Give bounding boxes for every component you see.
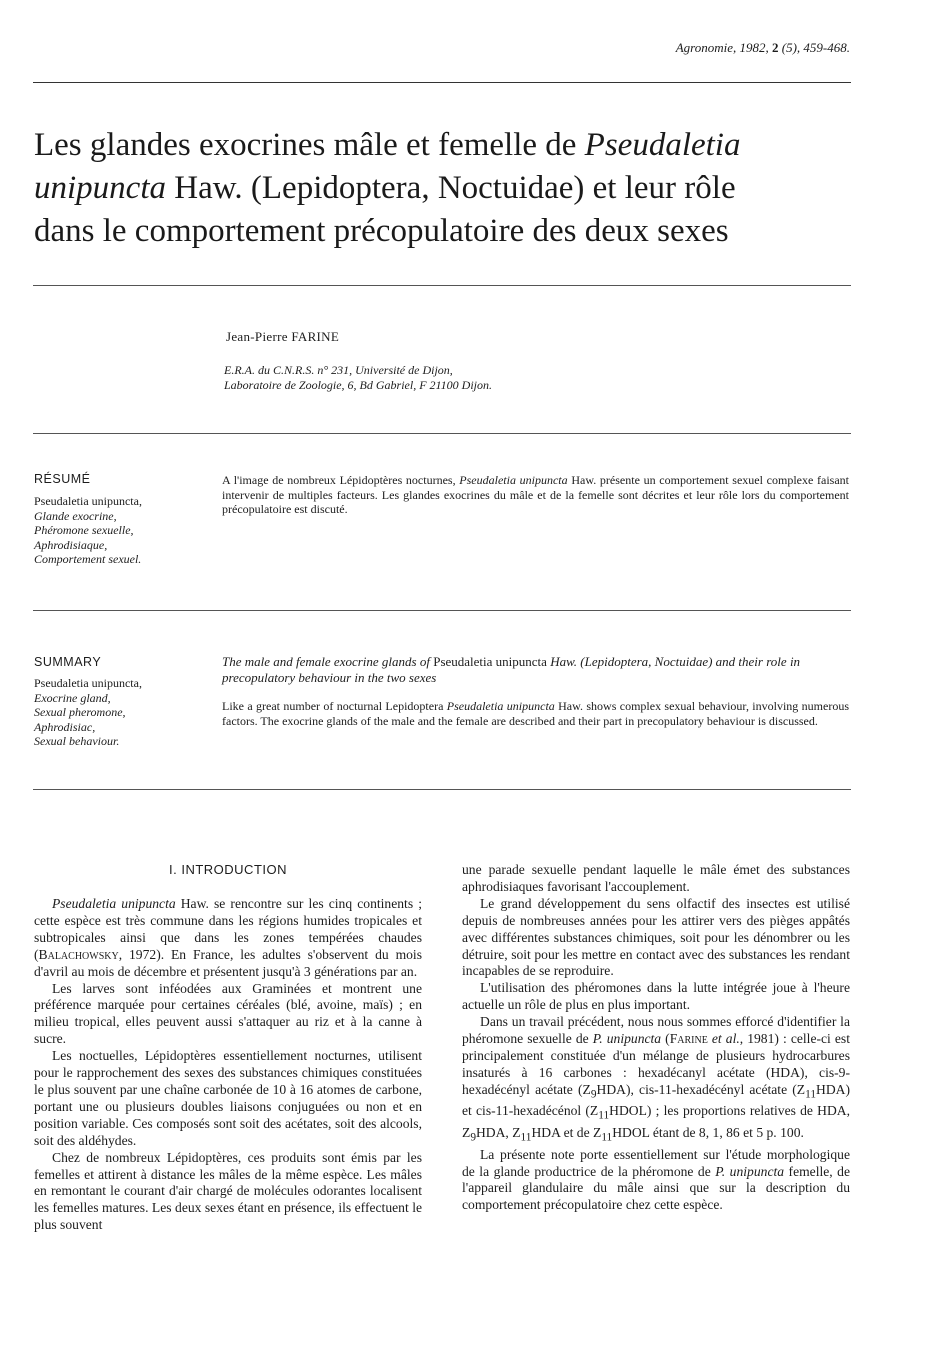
title-genus: Pseudaletia <box>584 127 741 163</box>
journal-year: 1982, <box>739 40 769 55</box>
intro-paragraph-8 <box>462 1014 850 1147</box>
r4-sub: 11 <box>520 1131 532 1144</box>
author: Jean-Pierre FARINE <box>226 329 340 344</box>
summary-keyword: Pseudaletia unipuncta, <box>34 676 142 690</box>
author-rule <box>33 433 851 434</box>
journal-issue-pages: (5), 459-468. <box>781 40 850 55</box>
intro-p1-b: , 1972). En France, les adultes s'observent du mois d'avril au mois de décembre et présentent jusqu'à 3 générations par an. <box>34 946 422 979</box>
affiliation-line1: E.R.A. du C.N.R.S. n° 231, Université de Dijon, <box>224 363 453 377</box>
summary-title-b: Haw. (Lepidoptera, Noctuidae) and their role in precopulatory behaviour in the two sexes <box>222 654 801 685</box>
right-column <box>462 862 850 1214</box>
r4-etal: et al. <box>707 1031 740 1047</box>
intro-p1-ref: Balachowsky <box>38 946 119 962</box>
resume-rule <box>33 610 851 611</box>
summary-rule <box>33 789 851 790</box>
resume-species: Pseudaletia unipuncta <box>459 473 568 487</box>
paper-title <box>34 124 864 253</box>
resume-heading: RÉSUMÉ <box>34 472 91 486</box>
summary-keywords <box>34 676 204 749</box>
r4-d: HDA), cis-11-hexadécényl acétate (Z <box>596 1081 806 1097</box>
resume-text-b: Haw. présente un comportement sexuel complexe faisant intervenir de multiples facteurs. Les glandes exocrines du mâle et de la femelle sont décrites et leur rôle lors du comportement précopulatoire est discuté. <box>222 473 849 516</box>
summary-text-a: Like a great number of nocturnal Lepidoptera <box>222 699 447 713</box>
r4-species: P. unipuncta <box>592 1031 662 1047</box>
affiliation-line2: Laboratoire de Zoologie, 6, Bd Gabriel, F 21100 Dijon. <box>224 378 492 392</box>
resume-keyword: Glande exocrine, <box>34 508 117 523</box>
r4-b: ( <box>661 1031 670 1047</box>
r5-a: La présente note porte essentiellement sur l'étude morphologique de la glande productrice de la phéromone de <box>462 1146 850 1179</box>
r4-c: , 1981) : celle-ci est principalement constituée d'un mélange de plusieurs hydrocarbures insaturés à 16 carbones : hexadécanyl acétate (HDA), cis-9-hexadécényl acétate (Z <box>462 1031 850 1097</box>
r5-b: femelle, de l'appareil glandulaire du mâle ainsi que sur la description du comportement précopulatoire chez cette espèce. <box>462 1163 851 1213</box>
affiliation <box>224 363 492 393</box>
intro-paragraph-7: L'utilisation des phéromones dans la lutte intégrée joue à l'heure actuelle un rôle de plus en plus important. <box>462 980 850 1013</box>
intro-paragraph-2: Les larves sont inféodées aux Graminées et montrent une préférence marquée pour certaines céréales (blé, avoine, maïs) ; en milieu tropical, elles peuvent aussi s'attaquer au riz et à la canne à sucre. <box>34 980 422 1047</box>
r4-g: HDA, Z <box>475 1125 521 1141</box>
resume-keywords <box>34 494 204 567</box>
title-rule <box>33 285 851 286</box>
summary-heading: SUMMARY <box>34 655 102 669</box>
summary-keyword: Exocrine gland, <box>34 690 111 705</box>
summary-text-b: Haw. shows complex sexual behaviour, involving numerous factors. The exocrine glands of the male and the female are described and their part in precopulatory behaviour is discussed. <box>222 699 849 728</box>
r4-i: HDOL étant de 8, 1, 86 et 5 p. 100. <box>612 1125 804 1141</box>
r4-sub: 9 <box>470 1131 476 1144</box>
title-species: unipuncta <box>34 170 166 206</box>
title-part2: Haw. (Lepidoptera, Noctuidae) et leur rôle <box>165 170 736 206</box>
intro-paragraph-4: Chez de nombreux Lépidoptères, ces produits sont émis par les femelles et attirent à distance les mâles de la même espèce. Les mâles en remontant le courant d'air chargé de molécules odorantes localisent les femelles matures. Les deux sexes étant en présence, ils effectuent le plus souvent <box>34 1149 422 1233</box>
intro-p1-a: Haw. se rencontre sur les cinq continents ; cette espèce est très commune dans les régions humides tropicales et subtropicales ainsi que dans les zones tempérées chaudes ( <box>34 896 422 962</box>
summary-title-species: Pseudaletia unipuncta <box>433 654 547 669</box>
r4-e: HDA) et cis-11-hexadécénol (Z <box>462 1081 851 1119</box>
resume-keyword: Phéromone sexuelle, <box>34 523 134 537</box>
journal-volume: 2 <box>772 40 779 55</box>
summary-keyword: Sexual behaviour. <box>34 734 120 748</box>
intro-p1-species: Pseudaletia unipuncta <box>52 896 176 911</box>
r4-h: HDA et de Z <box>531 1125 602 1141</box>
intro-paragraph-5: une parade sexuelle pendant laquelle le mâle émet des substances aphrodisiaques favorisant l'accouplement. <box>462 862 850 894</box>
intro-paragraph-3: Les noctuelles, Lépidoptères essentiellement nocturnes, utilisent pour le rapprochement des sexes des substances chimiques constituées le plus souvent par une chaîne carbonée de 10 à 16 atomes de carbone, portant une ou plusieurs doubles liaisons conjuguées ou non et en position variable. Ces composés sont soit des acétates, soit des alcools, soit des aldéhydes. <box>34 1048 422 1148</box>
resume-text <box>222 473 849 517</box>
intro-paragraph-1 <box>34 896 422 981</box>
r4-sub: 11 <box>805 1088 817 1101</box>
summary-title <box>222 654 849 686</box>
title-line3: dans le comportement précopulatoire des deux sexes <box>34 213 729 249</box>
header-rule <box>33 82 851 83</box>
r5-species: P. unipuncta <box>715 1163 785 1179</box>
r4-sub: 11 <box>601 1131 613 1144</box>
summary-keyword: Sexual pheromone, <box>34 705 126 719</box>
r4-f: HDOL) ; les proportions relatives de HDA, Z <box>462 1103 850 1141</box>
intro-paragraph-6: Le grand développement du sens olfactif des insectes est utilisé depuis de nombreuses années pour les attirer vers des pièges appâtés avec différentes substances chimiques, soit pour les dénombrer ou les détruire, soit pour les mettre en contact avec des substances les rendant incapables de se reproduire. <box>462 895 850 979</box>
summary-keyword: Aphrodisiac, <box>34 719 96 734</box>
resume-text-a: A l'image de nombreux Lépidoptères nocturnes, <box>222 473 460 487</box>
left-column <box>34 896 422 1234</box>
resume-keyword: Comportement sexuel. <box>34 552 142 566</box>
journal-name: Agronomie, <box>675 40 737 55</box>
r4-ref: Farine <box>669 1031 708 1047</box>
summary-text <box>222 699 849 728</box>
r4-sub: 9 <box>590 1088 597 1101</box>
r4-a: Dans un travail précédent, nous nous sommes efforcé d'identifier la phéromone sexuelle de <box>462 1014 850 1047</box>
resume-keyword: Aphrodisiaque, <box>34 537 108 552</box>
summary-title-a: The male and female exocrine glands of <box>222 654 434 669</box>
resume-keyword: Pseudaletia unipuncta, <box>34 494 142 508</box>
summary-species: Pseudaletia unipuncta <box>446 699 555 713</box>
intro-heading: I. INTRODUCTION <box>169 862 287 877</box>
title-part1: Les glandes exocrines mâle et femelle de <box>34 127 585 163</box>
journal-citation <box>676 40 850 56</box>
intro-paragraph-9 <box>462 1147 850 1215</box>
r4-sub: 11 <box>598 1110 610 1123</box>
